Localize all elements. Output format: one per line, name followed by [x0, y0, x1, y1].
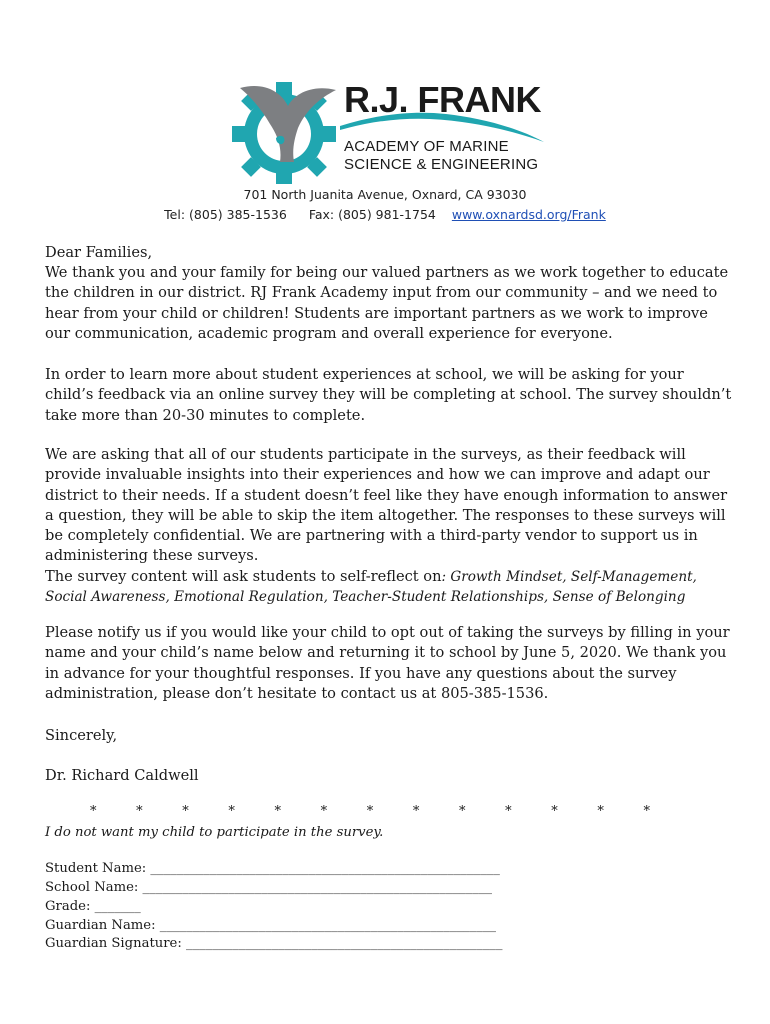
contact-line	[0, 207, 770, 222]
survey-content-lead: The survey content will ask students to self-reflect on	[45, 568, 442, 585]
star: *	[505, 804, 512, 819]
star: *	[136, 804, 143, 819]
star: *	[366, 804, 374, 819]
paragraph-1: We thank you and your family for being our valued partners as we work together to educate the children in our district. RJ Frank Academy input from our community – and we need to hear from your child or children! Students are important partners as we work to improve our communication, academic program and overall experience for everyone.	[45, 264, 729, 342]
star: *	[412, 804, 420, 819]
school-logo	[232, 76, 552, 186]
paragraph-3: We are asking that all of our students participate in the surveys, as their feedback will provide invaluable insights into their experiences and how we can improve and adapt our district to their needs. If a student doesn’t feel like they have enough information to answer a question, they will be able to skip the item altogether. The responses to these surveys will be completely confidential. We are partnering with a third-party vendor to support us in administering these surveys.	[45, 446, 728, 565]
phone-number: Tel: (805) 385-1536	[164, 207, 287, 222]
school-subtitle-line2: SCIENCE & ENGINEERING	[344, 156, 539, 173]
survey-topics: : Growth Mindset, Self-Management, Social Awareness, Emotional Regulation, Teacher-Student Relationships, Sense of Belonging	[45, 569, 697, 606]
paragraph-2: In order to learn more about student experiences at school, we will be asking for your child’s feedback via an online survey they will be completing at school. The survey shouldn’t take more than 20-30 minutes to complete.	[45, 366, 732, 424]
guardian-signature-field[interactable]: Guardian Signature: ________________________________________________	[45, 936, 503, 951]
student-name-field[interactable]: Student Name: _____________________________________________________	[45, 861, 500, 876]
closing: Sincerely,	[45, 727, 118, 744]
star: *	[643, 804, 650, 819]
street-address: 701 North Juanita Avenue, Oxnard, CA 93030	[243, 187, 527, 202]
paragraph-4	[45, 567, 735, 608]
star: *	[459, 804, 466, 819]
star: *	[551, 804, 558, 819]
paragraph-5: Please notify us if you would like your child to opt out of taking the surveys by filling in your name and your child’s name below and returning it to school by June 5, 2020. We thank you in advance for your thoughtful responses. If you have any questions about the survey administration, please don’t hesitate to contact us at 805-385-1536.	[45, 624, 730, 702]
optout-statement: I do not want my child to participate in the survey.	[45, 825, 384, 840]
greeting: Dear Families,	[45, 244, 153, 261]
star: *	[90, 804, 97, 819]
star: *	[228, 804, 235, 819]
star: *	[320, 804, 328, 819]
school-name: R.J. FRANK	[344, 79, 542, 120]
star: *	[274, 804, 281, 819]
guardian-name-field[interactable]: Guardian Name: ___________________________________________________	[45, 918, 497, 933]
school-subtitle-line1: ACADEMY OF MARINE	[344, 138, 509, 155]
grade-field[interactable]: Grade: _______	[45, 899, 141, 914]
website-link[interactable]: www.oxnardsd.org/Frank	[451, 207, 606, 222]
separator-stars	[90, 804, 650, 819]
star: *	[182, 804, 189, 819]
fax-number: Fax: (805) 981-1754	[308, 207, 436, 222]
school-name-field[interactable]: School Name: _____________________________________________________	[45, 880, 493, 895]
signer-name: Dr. Richard Caldwell	[45, 767, 199, 784]
star: *	[597, 804, 604, 819]
